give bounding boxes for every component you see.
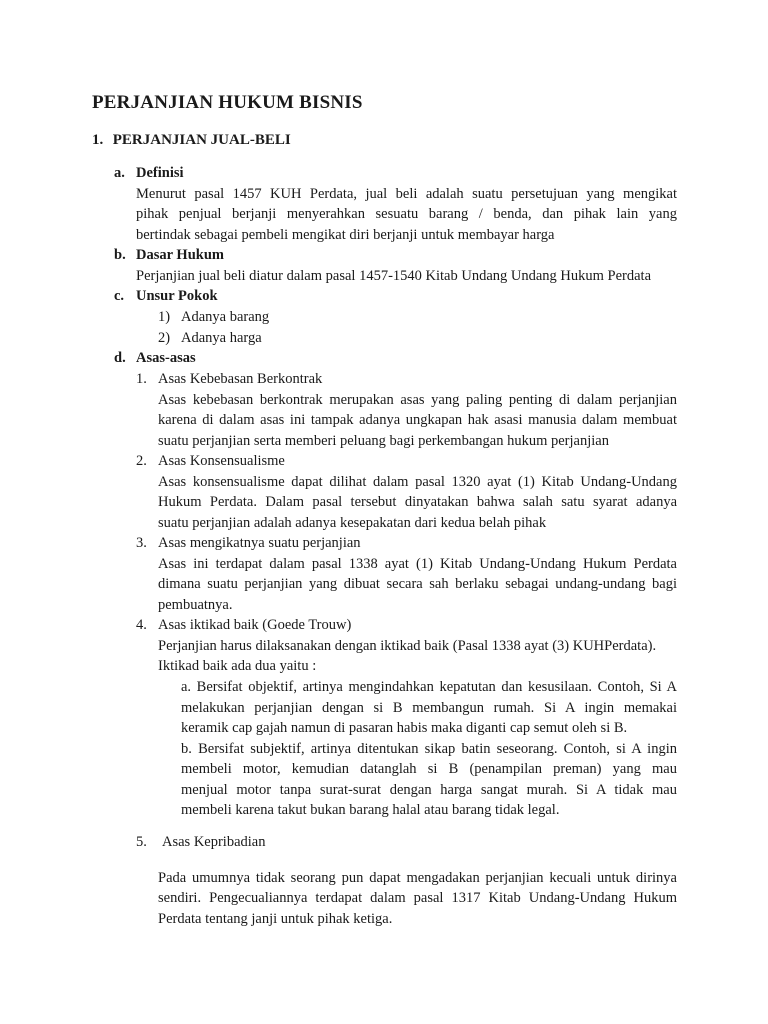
section-title: PERJANJIAN JUAL-BELI: [112, 132, 291, 148]
asas-4-sub-a-line-1: a. Bersifat objektif, artinya mengindahkan kepatutan dan kesusilaan. Contoh, Si A: [181, 679, 677, 695]
asas-3-number: 3.: [136, 535, 147, 551]
section-number: 1.: [92, 132, 104, 148]
asas-3-title: Asas mengikatnya suatu perjanjian: [158, 535, 361, 551]
asas-5-line-2: sendiri. Pengecualiannya terdapat dalam pasal 1317 Kitab Undang-Undang Hukum: [158, 890, 677, 906]
section-heading: [92, 132, 291, 149]
asas-5-line-3: Perdata tentang janji untuk pihak ketiga.: [158, 911, 393, 927]
asas-1-line-2: karena di dalam asas ini tampak adanya ungkapan hak asasi manusia dalam membuat: [158, 412, 677, 428]
asas-4-title: Asas iktikad baik (Goede Trouw): [158, 617, 352, 633]
asas-4-line-1: Perjanjian harus dilaksanakan dengan iktikad baik (Pasal 1338 ayat (3) KUHPerdata).: [158, 638, 657, 654]
asas-2-line-2: Hukum Perdata. Dalam pasal tersebut dinyatakan bahwa salah satu syarat adanya: [158, 494, 677, 510]
asas-4-sub-b-line-1: b. Bersifat subjektif, artinya ditentukan sikap batin seseorang. Contoh, si A ingin: [181, 741, 677, 757]
dasar-hukum-line-1: Perjanjian jual beli diatur dalam pasal 1457-1540 Kitab Undang Undang Hukum Perdata: [136, 268, 652, 284]
item-b-heading: Dasar Hukum: [136, 247, 224, 263]
document-title: PERJANJIAN HUKUM BISNIS: [92, 92, 363, 113]
unsur-item-1-number: 1): [158, 309, 171, 325]
unsur-item-2-text: Adanya harga: [181, 330, 262, 346]
asas-3-line-1: Asas ini terdapat dalam pasal 1338 ayat (1) Kitab Undang-Undang Hukum Perdata: [158, 556, 677, 572]
asas-1-line-1: Asas kebebasan berkontrak merupakan asas yang paling penting di dalam perjanjian: [158, 392, 677, 408]
asas-4-sub-a-line-2: melakukan perjanjian dengan si B membangun rumah. Si A ingin memakai: [181, 700, 677, 716]
asas-2-line-3: suatu perjanjian adalah adanya kesepakatan dari kedua belah pihak: [158, 515, 547, 531]
unsur-item-2-number: 2): [158, 330, 171, 346]
asas-4-number: 4.: [136, 617, 147, 633]
asas-5-line-1: Pada umumnya tidak seorang pun dapat mengadakan perjanjian kecuali untuk dirinya: [158, 870, 677, 886]
definisi-line-1: Menurut pasal 1457 KUH Perdata, jual beli adalah suatu persetujuan yang mengikat: [136, 186, 677, 202]
item-b-marker: b.: [114, 247, 126, 263]
asas-2-line-1: Asas konsensualisme dapat dilihat dalam pasal 1320 ayat (1) Kitab Undang-Undang: [158, 474, 677, 490]
definisi-line-3: bertindak sebagai pembeli mengikat diri berjanji untuk membayar harga: [136, 227, 555, 243]
asas-5-number: 5.: [136, 834, 147, 850]
item-a-heading: Definisi: [136, 165, 184, 181]
asas-3-line-2: dimana suatu perjanjian yang dibuat secara sah berlaku sebagai undang-undang bagi: [158, 576, 677, 592]
item-d-heading: Asas-asas: [136, 350, 196, 366]
item-d-marker: d.: [114, 350, 126, 366]
asas-4-sub-b-line-4: membeli karena takut bukan barang halal atau barang tidak legal.: [181, 802, 560, 818]
asas-1-line-3: suatu perjanjian serta memberi peluang bagi perkembangan hukum perjanjian: [158, 433, 609, 449]
asas-1-number: 1.: [136, 371, 147, 387]
asas-5-title: Asas Kepribadian: [162, 834, 266, 850]
item-a-marker: a.: [114, 165, 125, 181]
asas-3-line-3: pembuatnya.: [158, 597, 233, 613]
item-c-marker: c.: [114, 288, 125, 304]
asas-1-title: Asas Kebebasan Berkontrak: [158, 371, 323, 387]
asas-4-sub-b-line-2: membeli motor, kemudian datanglah si B (penampilan preman) yang mau: [181, 761, 677, 777]
asas-4-sub-a-line-3: keramik cap gajah namun di pasaran habis maka diganti cap semut oleh si B.: [181, 720, 628, 736]
definisi-line-2: pihak penjual berjanji menyerahkan sesuatu barang / benda, dan pihak lain yang: [136, 206, 677, 222]
asas-4-line-2: Iktikad baik ada dua yaitu :: [158, 658, 317, 674]
item-c-heading: Unsur Pokok: [136, 288, 218, 304]
unsur-item-1-text: Adanya barang: [181, 309, 270, 325]
asas-2-title: Asas Konsensualisme: [158, 453, 285, 469]
asas-2-number: 2.: [136, 453, 147, 469]
asas-4-sub-b-line-3: menjual motor tanpa surat-surat dengan harga sangat murah. Si A tidak mau: [181, 782, 677, 798]
